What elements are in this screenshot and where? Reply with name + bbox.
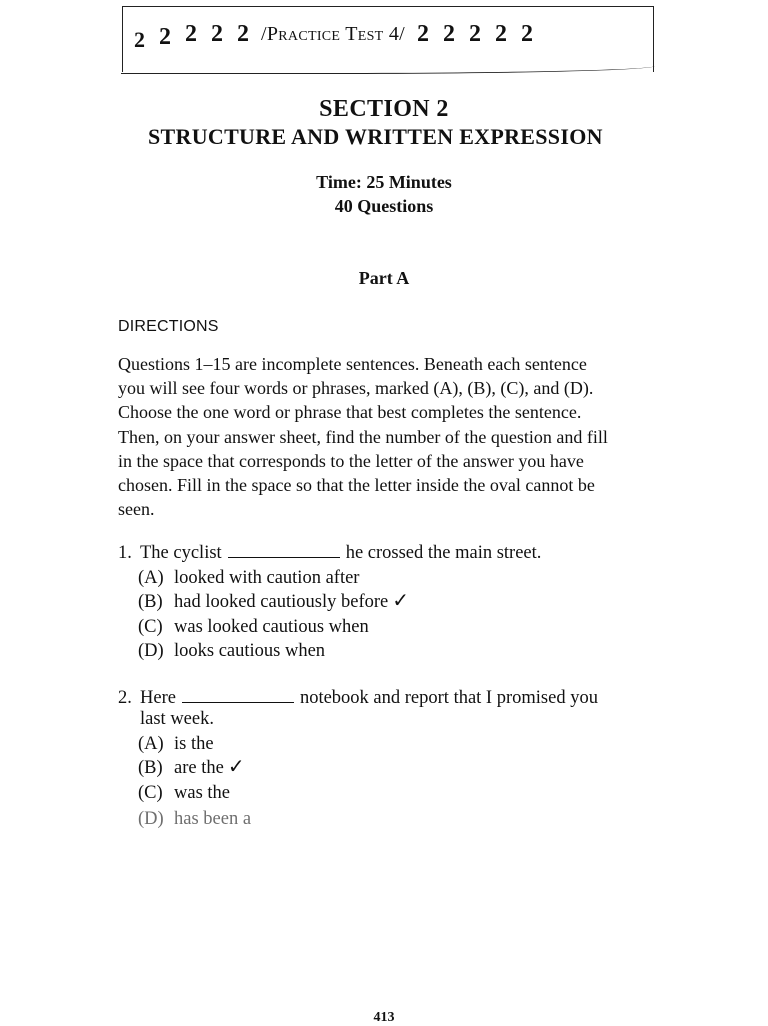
stem-before: The cyclist: [140, 543, 222, 563]
header-left-digits: [134, 20, 249, 52]
directions-line: Then, on your answer sheet, find the number of the question and fill: [118, 426, 608, 447]
question-number: 2.: [118, 688, 132, 708]
header-banner: [134, 14, 654, 54]
header-right-digits: [417, 21, 533, 48]
header-digit: 2: [159, 23, 171, 50]
option-letter: (A): [138, 734, 164, 754]
stem-after: he crossed the main street.: [345, 543, 542, 563]
directions-line: Choose the one word or phrase that best completes the sentence.: [118, 402, 582, 423]
check-mark-icon: ✓: [392, 588, 409, 613]
header-digit: 2: [237, 20, 249, 47]
header-digit: 2: [134, 26, 145, 52]
directions-line: you will see four words or phrases, marked (A), (B), (C), and (D).: [118, 378, 594, 399]
directions-line: seen.: [118, 499, 155, 520]
option-letter: (B): [138, 758, 163, 779]
header-digit: 2: [520, 20, 533, 47]
answer-option[interactable]: [138, 588, 678, 612]
answer-options: [118, 564, 678, 661]
stem-before: Here: [140, 688, 176, 708]
header-digit: 2: [416, 20, 429, 47]
answer-options: [118, 730, 678, 827]
section-title: SECTION 2: [319, 96, 449, 122]
header-digit: 2: [468, 20, 481, 47]
section-subtitle: STRUCTURE AND WRITTEN EXPRESSION: [148, 124, 603, 149]
question-stem: [118, 543, 678, 564]
answer-option[interactable]: [138, 637, 678, 661]
header-title: /Practice Test 4/: [261, 22, 405, 45]
header-digit: 2: [494, 20, 507, 47]
header-digit: 2: [442, 20, 455, 47]
option-text: was looked cautious when: [174, 616, 369, 637]
question-number: 1.: [118, 543, 132, 563]
answer-option[interactable]: [138, 564, 678, 588]
question-count: 40 Questions: [334, 196, 434, 216]
stem-continuation: last week.: [140, 709, 214, 729]
time-limit: Time: 25 Minutes: [316, 172, 452, 192]
question-stem: [118, 688, 678, 709]
check-mark-icon: ✓: [227, 754, 245, 779]
answer-option[interactable]: [138, 779, 678, 803]
option-text: has been a: [174, 808, 252, 829]
directions-heading: DIRECTIONS: [118, 318, 219, 335]
option-letter: (A): [138, 568, 164, 588]
question-1: [118, 543, 678, 661]
option-text: are the: [174, 758, 224, 779]
answer-option[interactable]: [138, 805, 678, 829]
header-digit: 2: [211, 20, 223, 47]
option-text: had looked cautiously before: [174, 592, 389, 613]
option-letter: (C): [138, 616, 163, 637]
directions-line: in the space that corresponds to the letter of the answer you have: [118, 450, 584, 471]
header-digit: 2: [185, 20, 197, 47]
option-text: looked with caution after: [174, 568, 360, 588]
answer-option[interactable]: [138, 730, 678, 754]
option-letter: (D): [138, 808, 164, 829]
directions-text: [118, 352, 658, 521]
answer-option[interactable]: [138, 754, 678, 778]
option-text: was the: [174, 782, 230, 803]
answer-blank: [182, 690, 294, 703]
directions-line: chosen. Fill in the space so that the letter inside the oval cannot be: [118, 475, 595, 496]
option-text: looks cautious when: [174, 640, 326, 661]
option-letter: (D): [138, 640, 164, 661]
option-letter: (C): [138, 782, 163, 803]
stem-after: notebook and report that I promised you: [299, 688, 598, 708]
directions-line: Questions 1–15 are incomplete sentences. Beneath each sentence: [118, 354, 587, 374]
answer-option[interactable]: [138, 613, 678, 637]
option-text: is the: [174, 734, 214, 754]
page-number: 413: [373, 1010, 395, 1025]
question-2: [118, 688, 678, 827]
part-heading: Part A: [358, 268, 410, 288]
option-letter: (B): [138, 592, 163, 613]
answer-blank: [228, 545, 340, 558]
